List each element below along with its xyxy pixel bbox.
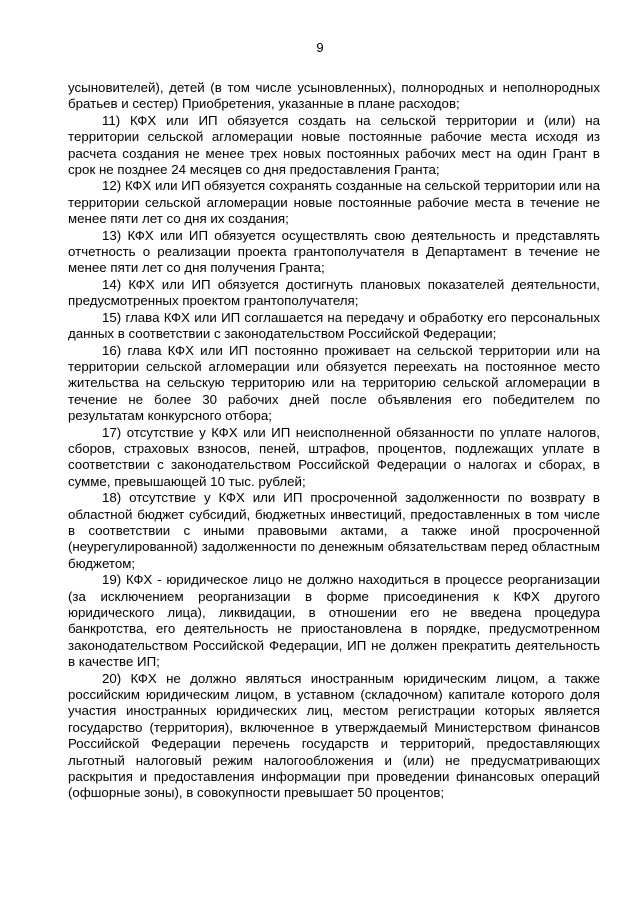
list-item-13: 13) КФХ или ИП обязуется осуществлять свою деятельность и представлять отчетность о реализации проекта грантополучателя в Департамент в течение не менее пяти лет со дня получения Гранта; bbox=[68, 227, 600, 276]
list-item-17: 17) отсутствие у КФХ или ИП неисполненной обязанности по уплате налогов, сборов, страховых взносов, пеней, штрафов, процентов, подлежащих уплате в соответствии с законодательством Российской Федерации о налогах и сборах, в сумме, превышающей 10 тыс. рублей; bbox=[68, 424, 600, 489]
list-item-11: 11) КФХ или ИП обязуется создать на сельской территории и (или) на территории сельской агломерации новые постоянные рабочие места исходя из расчета создания не менее трех новых постоянных рабочих мест на один Грант в срок не позднее 24 месяцев со дня предоставления Гранта; bbox=[68, 112, 600, 178]
page-number: 9 bbox=[316, 40, 324, 55]
list-item-15: 15) глава КФХ или ИП соглашается на передачу и обработку его персональных данных в соответствии с законодательством Российской Федерации; bbox=[68, 309, 600, 342]
list-item-16: 16) глава КФХ или ИП постоянно проживает на сельской территории или на территории сельской агломерации или обязуется переехать на постоянное место жительства на сельскую территорию или на территорию сельской агломерации в течение не более 30 рабочих дней после объявления его победителем по результатам конкурсного отбора; bbox=[68, 342, 600, 424]
paragraph-intro: усыновителей), детей (в том числе усыновленных), полнородных и неполнородных братьев и сестер) Приобретения, указанные в плане расходов; bbox=[68, 80, 600, 112]
list-item-18: 18) отсутствие у КФХ или ИП просроченной задолженности по возврату в областной бюджет субсидий, бюджетных инвестиций, предоставленных в том числе в соответствии с иными правовыми актами, а также иной просроченной (неурегулированной) задолженности по денежным обязательствам перед областным бюджетом; bbox=[68, 490, 600, 571]
list-item-19: 19) КФХ - юридическое лицо не должно находиться в процессе реорганизации (за исключением реорганизации в форме присоединения к КФХ другого юридического лица), ликвидации, в отношении его не введена процедура банкротства, его деятельность не приостановлена в порядке, предусмотренном законодательством Российской Федерации, ИП не должен прекратить деятельность в качестве ИП; bbox=[68, 572, 600, 670]
list-item-12: 12) КФХ или ИП обязуется сохранять созданные на сельской территории или на территории сельской агломерации новые постоянные рабочие места в течение не менее пяти лет со дня их создания; bbox=[68, 178, 600, 227]
list-item-20: 20) КФХ не должно являться иностранным юридическим лицом, а также российским юридическим лицом, в уставном (складочном) капитале которого доля участия иностранных юридических лиц, местом регистрации которых является государство (территория), включенное в утверждаемый Министерством финансов Российской Федерации перечень государств и территорий, предоставляющих льготный налоговый режим налогообложения и (или) не предусматривающих раскрытия и предоставления информации при проведении финансовых операций (офшорные зоны), в совокупности превышает 50 процентов; bbox=[68, 670, 600, 801]
list-item-14: 14) КФХ или ИП обязуется достигнуть плановых показателей деятельности, предусмотренных проектом грантополучателя; bbox=[68, 276, 600, 309]
document-body bbox=[68, 80, 600, 802]
